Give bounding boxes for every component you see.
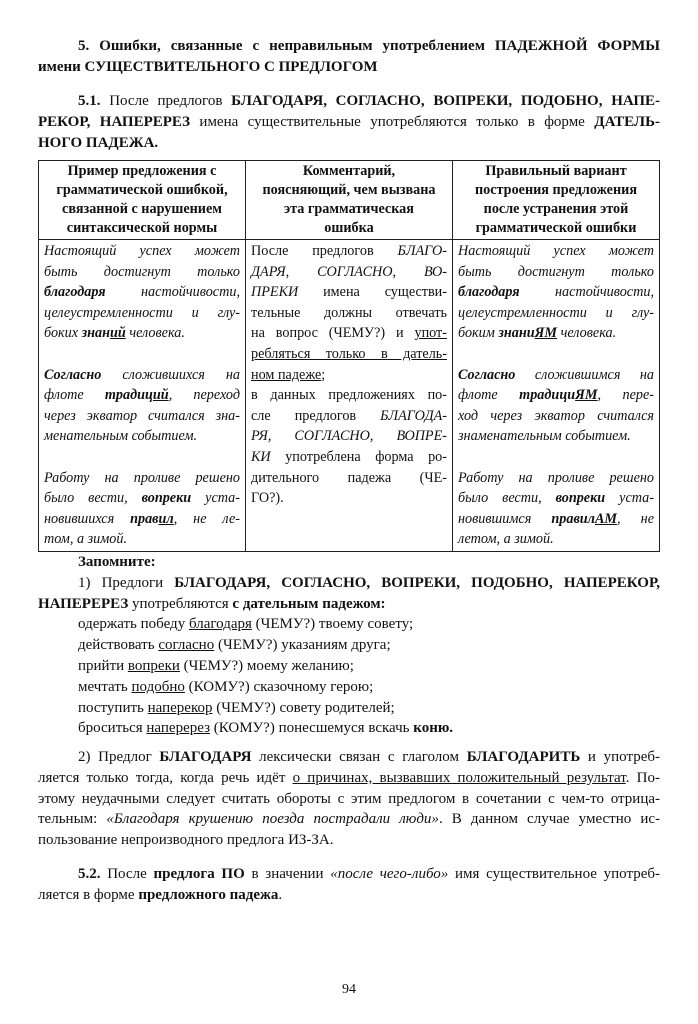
text-line <box>38 614 660 635</box>
text-segment: (КОМУ?) понесшемуся вскачь <box>210 720 414 737</box>
text-segment: через экватор считался зна- <box>44 407 240 424</box>
text-line <box>38 789 660 810</box>
text-segment: новившимся <box>458 510 552 527</box>
text-segment: (КОМУ?) сказочному герою; <box>184 678 374 695</box>
text-line <box>38 885 660 906</box>
text-segment: ляется только тогда, когда речь идёт <box>38 769 293 786</box>
text-line <box>38 768 660 789</box>
text-line <box>38 809 660 830</box>
text-segment: 1) Предлоги <box>78 574 175 591</box>
text-line <box>44 344 240 365</box>
text-line <box>251 303 447 324</box>
text-segment: БЛАГОДАРЯ, СОГЛАСНО, ВОПРЕКИ, ПОДОБНО, НАПЕРЕКОР, <box>174 574 660 591</box>
text-segment: . В данном случае уместно ис- <box>438 811 661 828</box>
text-segment: и употреб- <box>580 749 660 765</box>
cell-comment <box>246 240 453 552</box>
text-segment: 5. Ошибки, связанные с неправильным употреблением ПАДЕЖНОЙ ФОРМЫ <box>78 38 660 54</box>
text-segment: боких <box>44 325 82 342</box>
text-segment: (ЧЕМУ?) совету родителей; <box>212 699 395 716</box>
text-segment: с дательным падежом: <box>232 595 386 612</box>
text-line <box>44 529 240 550</box>
text-segment: Правильный вариант <box>485 163 627 179</box>
text-line <box>458 262 654 283</box>
text-line <box>458 426 654 447</box>
text-line <box>44 509 240 530</box>
text-line <box>251 426 447 447</box>
text-segment: флоте <box>458 387 520 404</box>
text-line <box>458 447 654 468</box>
text-segment: ном падеже <box>251 366 322 383</box>
text-segment: летом, а зимой. <box>458 531 554 548</box>
text-segment: было вести, <box>458 490 556 507</box>
text-segment: боким <box>458 325 499 342</box>
text-segment: ПРЕКИ <box>251 284 299 301</box>
text-segment: ил <box>158 510 174 527</box>
text-segment: 5.1. <box>78 93 101 109</box>
text-segment: . По- <box>625 769 660 786</box>
header-comment <box>246 161 453 240</box>
text-segment: КИ <box>251 448 271 465</box>
text-line <box>44 282 240 303</box>
text-segment: новившихся <box>44 510 131 527</box>
text-segment: тельным: <box>38 811 107 828</box>
text-segment: связанной с нарушением <box>62 201 222 217</box>
text-segment: ; <box>321 366 326 383</box>
text-segment: РЯ, СОГЛАСНО, ВОПРЕ- <box>251 428 447 445</box>
text-segment: предложного падежа <box>138 886 279 903</box>
text-line <box>38 677 660 698</box>
text-line <box>251 344 447 365</box>
text-segment: вопреки <box>555 490 606 507</box>
text-segment: благодаря <box>44 284 106 301</box>
text-segment: уста- <box>191 490 240 507</box>
text-segment: эта грамматическая <box>284 201 414 217</box>
text-segment: ребляться только в датель- <box>251 345 447 362</box>
text-segment: . <box>278 886 283 903</box>
text-line <box>38 864 660 885</box>
text-segment: одержать победу <box>78 616 189 633</box>
text-segment: дительного падежа (ЧЕ- <box>251 469 447 486</box>
text-segment: имя существительное употреб- <box>448 866 660 882</box>
text-segment: традиц <box>104 387 153 404</box>
text-segment: (ЧЕМУ?) указаниям друга; <box>214 637 391 654</box>
text-segment: правил <box>551 510 595 527</box>
text-segment: подобно <box>131 678 185 695</box>
text-segment: целеустремленности и глу- <box>458 304 654 321</box>
text-segment: тельные должны отвечать <box>251 304 447 321</box>
text-line <box>251 468 447 489</box>
text-segment: человека. <box>125 325 185 342</box>
text-segment: ий <box>152 387 169 404</box>
text-segment: вопреки <box>127 657 180 674</box>
text-line <box>38 830 660 851</box>
text-line <box>251 365 447 386</box>
text-line <box>458 200 654 219</box>
text-segment: РЕКОР, НАПЕРЕРЕЗ <box>38 113 191 130</box>
text-segment: БЛАГОДАРЯ, СОГЛАСНО, ВОПРЕКИ, ПОДОБНО, НАПЕ- <box>231 93 660 109</box>
text-line <box>44 219 240 238</box>
table-row <box>39 240 660 552</box>
text-segment: пользование непроизводного предлога ИЗ-ЗА. <box>38 832 334 849</box>
text-line <box>38 552 660 573</box>
text-line <box>44 181 240 200</box>
text-segment: после устранения этой <box>483 201 629 217</box>
text-segment: ЯМ <box>534 325 558 342</box>
header-correct-variant <box>453 161 660 240</box>
text-segment: том, а зимой. <box>44 531 128 548</box>
text-segment: Согласно <box>44 366 102 383</box>
text-line <box>458 219 654 238</box>
text-segment: имени СУЩЕСТВИТЕЛЬНОГО С ПРЕДЛОГОМ <box>38 58 378 75</box>
text-line <box>44 365 240 386</box>
text-segment: этому неудачными следует считать обороты с этим предлогом в сочетании с чем-то отрица- <box>38 790 660 807</box>
text-segment: о причинах, вызвавших положительный результат <box>292 769 626 786</box>
text-segment: , пере- <box>597 387 654 404</box>
text-segment: (ЧЕМУ?) твоему совету; <box>251 616 414 633</box>
text-segment: быть достигнут только <box>458 263 654 280</box>
text-line <box>458 162 654 181</box>
text-segment: ляется в форме <box>38 886 139 903</box>
text-segment: предлога ПО <box>153 866 245 882</box>
text-segment: После предлогов <box>251 243 398 259</box>
text-segment: коню. <box>413 720 454 737</box>
text-segment: поясняющий, чем вызвана <box>262 182 436 198</box>
text-segment: сложившихся на <box>101 366 240 383</box>
text-line <box>458 365 654 386</box>
paragraph-point-2 <box>38 747 660 851</box>
text-segment: употреблена форма ро- <box>270 448 447 465</box>
text-segment: После предлогов <box>100 93 232 109</box>
text-line <box>44 162 240 181</box>
text-line <box>251 447 447 468</box>
text-line <box>44 385 240 406</box>
text-segment: ход через экватор считался <box>458 407 654 424</box>
text-line <box>44 447 240 468</box>
text-line <box>458 488 654 509</box>
text-segment: 5.2. <box>78 866 101 882</box>
text-segment: Запомните: <box>78 554 156 570</box>
text-segment: ГО?). <box>251 490 284 507</box>
text-segment: Работу на проливе решено <box>44 469 240 486</box>
text-line <box>251 219 447 238</box>
text-line <box>38 133 660 154</box>
text-line <box>458 303 654 324</box>
text-line <box>38 698 660 719</box>
text-segment: броситься <box>78 720 147 737</box>
text-line <box>38 747 660 768</box>
text-segment: грамматической ошибкой, <box>56 182 228 198</box>
text-segment: флоте <box>44 387 105 404</box>
text-segment: уста- <box>605 490 654 507</box>
text-segment: После <box>100 866 154 882</box>
text-line <box>38 635 660 656</box>
text-line <box>44 488 240 509</box>
text-segment: упот- <box>414 325 447 342</box>
text-line <box>458 323 654 344</box>
text-segment: знан <box>81 325 111 342</box>
text-segment: ошибка <box>324 220 374 236</box>
text-segment: традици <box>519 387 576 404</box>
text-segment: БЛАГОДАРИТЬ <box>466 749 581 765</box>
text-line <box>458 181 654 200</box>
cell-error-examples <box>39 240 246 552</box>
cell-correct-examples <box>453 240 660 552</box>
text-line <box>44 262 240 283</box>
text-line <box>38 656 660 677</box>
text-line <box>251 385 447 406</box>
text-segment: имена существительные употребляются только в форме <box>190 113 595 130</box>
text-line <box>251 262 447 283</box>
text-line <box>458 529 654 550</box>
text-line <box>44 426 240 447</box>
table-header-row <box>39 161 660 240</box>
text-line <box>251 323 447 344</box>
text-segment: прав <box>130 510 159 527</box>
text-line <box>251 282 447 303</box>
text-segment: (ЧЕМУ?) моему желанию; <box>179 657 354 674</box>
text-segment: вопреки <box>141 490 192 507</box>
paragraph-5-2 <box>38 864 660 906</box>
text-segment: грамматической ошибки <box>475 220 637 236</box>
text-line <box>458 344 654 365</box>
text-segment: наперерез <box>146 720 211 737</box>
text-line <box>458 241 654 262</box>
text-segment: ий <box>110 325 126 342</box>
text-line <box>458 468 654 489</box>
text-segment: прийти <box>78 657 128 674</box>
text-segment: согласно <box>158 637 215 654</box>
text-line <box>251 241 447 262</box>
text-segment: сле предлогов <box>251 407 381 424</box>
section-heading <box>38 36 660 78</box>
text-segment: настойчивости, <box>105 284 240 301</box>
text-line <box>38 573 660 594</box>
text-segment: , не ле- <box>173 510 240 527</box>
remember-block <box>38 552 660 739</box>
text-line <box>38 36 660 57</box>
text-line <box>44 323 240 344</box>
text-segment: АМ <box>594 510 618 527</box>
text-segment: благодаря <box>458 284 520 301</box>
text-segment: употребляются <box>128 595 233 612</box>
text-line <box>458 282 654 303</box>
text-line <box>38 112 660 133</box>
text-line <box>44 200 240 219</box>
text-segment: НОГО ПАДЕЖА. <box>38 134 159 151</box>
text-line <box>251 200 447 219</box>
text-segment: , не <box>617 510 654 527</box>
text-segment: лексически связан с глаголом <box>251 749 467 765</box>
text-segment: целеустремленности и глу- <box>44 304 240 321</box>
text-segment: БЛАГОДАРЯ <box>159 749 252 765</box>
text-segment: мечтать <box>78 678 132 695</box>
text-segment: БЛАГОДА- <box>380 407 447 424</box>
text-line <box>458 385 654 406</box>
text-line <box>458 509 654 530</box>
text-segment: в значении <box>244 866 331 882</box>
text-line <box>251 162 447 181</box>
text-line <box>458 406 654 427</box>
text-segment: «после чего-либо» <box>330 866 449 882</box>
text-line <box>251 406 447 427</box>
header-error-example <box>39 161 246 240</box>
text-line <box>38 57 660 78</box>
text-segment: настойчивости, <box>519 284 654 301</box>
text-segment: Комментарий, <box>302 163 396 179</box>
text-segment: ЯМ <box>575 387 598 404</box>
text-segment: ДАРЯ, СОГЛАСНО, ВО- <box>251 263 447 280</box>
error-examples-table <box>38 160 660 552</box>
text-segment: сложившимся на <box>515 366 654 383</box>
text-segment: Настоящий успех может <box>44 243 240 259</box>
text-segment: , переход <box>168 387 240 404</box>
text-segment: БЛАГО- <box>397 243 447 259</box>
text-line <box>44 303 240 324</box>
text-segment: было вести, <box>44 490 142 507</box>
text-segment: Пример предложения с <box>67 163 217 179</box>
text-segment: быть достигнут только <box>44 263 240 280</box>
text-segment: Настоящий успех может <box>458 243 654 259</box>
text-segment: 2) Предлог <box>78 749 160 765</box>
text-segment: наперекор <box>147 699 213 716</box>
text-segment: менательным событием. <box>44 428 198 445</box>
text-line <box>38 718 660 739</box>
text-segment: «Благодаря крушению поезда пострадали люди» <box>106 811 439 828</box>
text-segment: имена существи- <box>298 284 447 301</box>
page-number: 94 <box>342 982 356 997</box>
text-line <box>38 594 660 615</box>
text-line <box>251 181 447 200</box>
text-segment: поступить <box>78 699 148 716</box>
text-line <box>44 406 240 427</box>
text-line <box>38 91 660 112</box>
text-segment: человека. <box>557 325 617 342</box>
text-segment: построения предложения <box>474 182 638 198</box>
text-segment: благодаря <box>188 616 252 633</box>
text-segment: Работу на проливе решено <box>458 469 654 486</box>
text-segment: действовать <box>78 637 159 654</box>
paragraph-5-1 <box>38 91 660 153</box>
text-segment: НАПЕРЕРЕЗ <box>38 595 129 612</box>
text-segment: знаменательным событием. <box>458 428 631 445</box>
text-segment: знани <box>498 325 535 342</box>
text-segment: в данных предложениях по- <box>251 387 447 404</box>
text-line <box>44 468 240 489</box>
text-line <box>44 241 240 262</box>
text-segment: на вопрос (ЧЕМУ?) и <box>251 325 415 342</box>
text-line <box>251 488 447 509</box>
text-segment: Согласно <box>458 366 516 383</box>
text-segment: ДАТЕЛЬ- <box>594 113 660 130</box>
text-segment: синтаксической нормы <box>66 220 218 236</box>
